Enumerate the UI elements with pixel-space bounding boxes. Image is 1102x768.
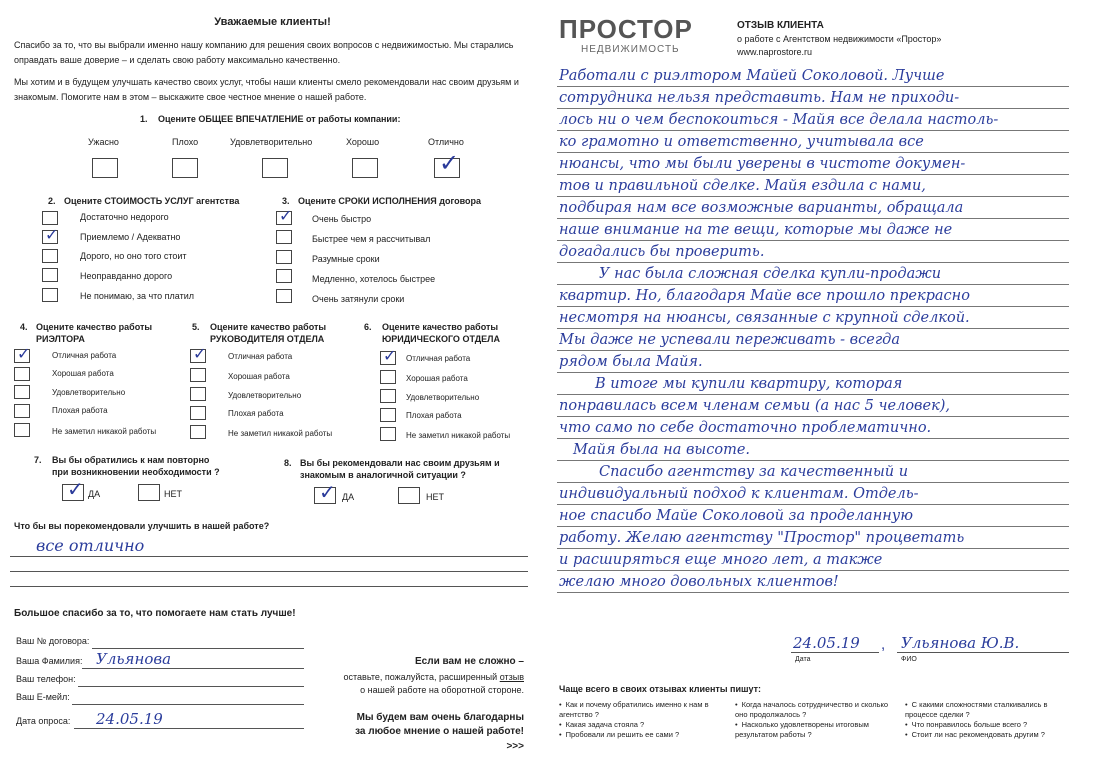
q3-checkbox[interactable] [276,289,292,303]
q8-title: Вы бы рекомендовали нас своим друзьям и [300,458,500,468]
tips-title: Чаще всего в своих отзывах клиенты пишут: [559,684,762,694]
tips-column-2 [735,700,895,740]
q5-subtitle: РУКОВОДИТЕЛЯ ОТДЕЛА [210,334,325,344]
date-caption: Дата [795,656,811,663]
q2-option: Дорого, но оно того стоит [80,251,187,261]
q3-checkbox[interactable] [276,230,292,244]
q5-checkbox[interactable] [190,344,207,363]
letter-line: догадались бы проверить. [559,244,765,260]
logo-subtitle: НЕДВИЖИМОСТЬ [581,44,680,55]
thanks-text: Большое спасибо за то, что помогаете нам стать лучше! [14,608,296,619]
q3-checkbox[interactable] [276,250,292,264]
ruled-line [557,306,1069,307]
ruled-line [557,108,1069,109]
q4-number: 4. [20,322,28,332]
q6-checkbox[interactable] [380,389,396,403]
date-field[interactable] [74,728,304,729]
letter-line: что само по себе достаточно проблематично. [559,420,932,436]
logo-text: ПРОСТОР [559,14,693,44]
survey-date-label: Дата опроса: [16,716,71,726]
letter-line: Работали с риэлтором Майей Соколовой. Лучше [559,68,945,84]
letter-line: индивидуальный подход к клиентам. Отдель- [559,486,919,502]
checkmark-icon: ✓ [439,149,460,177]
ruled-line [557,218,1069,219]
q6-option: Хорошая работа [406,374,468,383]
q3-title: Оцените СРОКИ ИСПОЛНЕНИЯ договора [298,196,481,206]
header-subtitle: о работе с Агентством недвижимости «Простор» [737,34,942,44]
survey-date-value[interactable]: 24.05.19 [96,710,163,728]
q5-option: Хорошая работа [228,372,290,381]
ruled-line [557,504,1069,505]
q5-checkbox[interactable] [190,406,206,420]
signature-date: 24.05.19 [793,634,860,652]
note-title: Если вам не сложно – [415,656,524,667]
q6-number: 6. [364,322,372,332]
q7-yes-checkbox[interactable] [62,477,84,501]
tip-item: • Стоит ли нас рекомендовать другим ? [905,730,1070,740]
q1-title: Оцените ОБЩЕЕ ВПЕЧАТЛЕНИЕ от работы компании: [158,114,401,124]
q2-option: Приемлемо / Адекватно [80,232,181,242]
review-page [545,0,1102,768]
survey-page [0,0,545,768]
checkmark-icon: ✓ [383,346,397,365]
surname-label: Ваша Фамилия: [16,656,83,666]
tip-item: • Как и почему обратились именно к нам в агентство ? [559,700,719,720]
letter-line: несмотря на нюансы, связанные с крупной сделкой. [559,310,970,326]
ruled-line [557,416,1069,417]
letter-line: Майя была на высоте. [573,442,751,458]
q6-title: Оцените качество работы [382,322,499,332]
q5-checkbox[interactable] [190,425,206,439]
email-field[interactable] [72,704,304,705]
ruled-line [557,240,1069,241]
q8-yes-label: ДА [342,492,355,502]
signature-name: Ульянова Ю.В. [901,634,1020,652]
fio-line [897,652,1069,653]
tip-item: • Когда началось сотрудничество и сколько оно продолжалось ? [735,700,895,720]
ruled-line [557,438,1069,439]
q6-checkbox[interactable] [380,427,396,441]
ruled-line [557,526,1069,527]
q6-subtitle: ЮРИДИЧЕСКОГО ОТДЕЛА [382,334,500,344]
q4-checkbox[interactable] [14,423,30,437]
q7-number: 7. [34,455,42,465]
q3-option: Быстрее чем я рассчитывал [312,234,431,244]
q1-checkbox-ok[interactable] [262,158,288,178]
ruled-line [557,284,1069,285]
fio-caption: ФИО [901,656,917,663]
q4-option: Удовлетворительно [52,388,126,397]
q1-option-label: Ужасно [88,137,119,147]
q8-no-checkbox[interactable] [398,487,420,504]
ruled-line [557,350,1069,351]
ruled-line [557,152,1069,153]
contract-label: Ваш № договора: [16,636,90,646]
letter-line: ное спасибо Майе Соколовой за проделанную [559,508,913,524]
ruled-line [557,372,1069,373]
q2-option: Не понимаю, за что платил [80,291,195,301]
tip-item: • Что понравилось больше всего ? [905,720,1070,730]
ruled-line [557,262,1069,263]
q1-checkbox-awful[interactable] [92,158,118,178]
logo [559,14,693,45]
letter-line: сотрудника нельзя представить. Нам не приходи- [559,90,960,106]
checkmark-icon: ✓ [279,206,293,225]
checkmark-icon: ✓ [17,344,31,363]
q2-checkbox[interactable] [42,288,58,302]
phone-field[interactable] [78,686,304,687]
note-line [314,672,524,682]
q1-option-label: Плохо [172,137,199,147]
q8-no-label: НЕТ [426,492,444,502]
q1-number: 1. [140,114,148,124]
improve-label: Что бы вы порекомендовали улучшить в нашей работе? [14,521,270,531]
letter-line: квартир. Но, благодаря Майе все прошло прекрасно [559,288,970,304]
letter-line: подбирая нам все возможные варианты, обращала [559,200,964,216]
tip-item: • Насколько удовлетворены итоговым результатом работы ? [735,720,895,740]
tip-item: • Пробовали ли решить ее сами ? [559,730,719,740]
q1-checkbox-bad[interactable] [172,158,198,178]
letter-line: ко грамотно и ответственно, учитывала все [559,134,924,150]
q5-title: Оцените качество работы [210,322,327,332]
q2-checkbox[interactable] [42,225,59,244]
checkmark-icon: ✓ [45,225,59,244]
q4-option: Отличная работа [52,351,117,360]
ruled-line [557,570,1069,571]
q5-option: Удовлетворительно [228,391,302,400]
q7-no-label: НЕТ [164,489,182,499]
ruled-line [557,130,1069,131]
answer-line [10,571,528,572]
q7-title: Вы бы обратились к нам повторно [52,455,210,465]
email-label: Ваш E-мейл: [16,692,70,702]
q8-number: 8. [284,458,292,468]
checkmark-icon: ✓ [193,344,207,363]
q1-option-label: Отлично [428,137,464,147]
q6-option: Удовлетворительно [406,393,480,402]
tips-column-3 [905,700,1070,740]
survey-intro-1: Спасибо за то, что вы выбрали именно нашу компанию для решения своих вопросов с недвижимостью. Мы старались оправдать ваше доверие – и сделать свою работу максимально качественно. [14,40,514,65]
checkmark-icon: ✓ [319,480,336,504]
q3-option: Разумные сроки [312,254,380,264]
letter-line: лось ни о чем беспокоиться - Майя все делала настоль- [559,112,999,128]
arrows: >>> [506,741,524,752]
q1-checkbox-excellent[interactable] [434,149,460,178]
letter-line: работу. Желаю агентству "Простор" процветать [559,530,965,546]
q3-option: Очень затянули сроки [312,294,405,304]
q4-option: Хорошая работа [52,369,114,378]
q1-option-label: Хорошо [346,137,380,147]
q2-checkbox[interactable] [42,211,58,225]
checkmark-icon: ✓ [67,477,84,501]
letter-line: понравилась всем членам семьи (а нас 5 человек), [559,398,951,414]
survey-intro-2: Мы хотим и в будущем улучшать качество своих услуг, чтобы наши клиенты смело рекомендовали нас своим друзьям и знакомым. Помогите нам в этом – выскажите свое честное мнение о нашей работе. [14,77,519,102]
q4-title: Оцените качество работы [36,322,153,332]
q2-title: Оцените СТОИМОСТЬ УСЛУГ агентства [64,196,240,206]
q6-checkbox[interactable] [380,370,396,384]
q8-subtitle: знакомым в аналогичной ситуации ? [300,470,466,480]
q5-checkbox[interactable] [190,387,206,401]
q4-checkbox[interactable] [14,344,31,363]
q2-option: Достаточно недорого [80,212,169,222]
q1-checkbox-good[interactable] [352,158,378,178]
q3-checkbox[interactable] [276,206,293,225]
q2-checkbox[interactable] [42,249,58,263]
q2-number: 2. [48,196,56,206]
q5-option: Не заметил никакой работы [228,429,333,438]
q6-checkbox[interactable] [380,408,396,422]
q5-option: Плохая работа [228,409,284,418]
letter-line: Мы даже не успевали переживать - всегда [559,332,900,348]
q2-option: Неоправданно дорого [80,271,173,281]
tip-item: • Какая задача стояла ? [559,720,719,730]
note-text: оставьте, пожалуйста, расширенный [343,672,498,682]
q3-option: Медленно, хотелось быстрее [312,274,436,284]
q8-yes-checkbox[interactable] [314,480,336,504]
q5-checkbox[interactable] [190,368,206,382]
answer-line [10,586,528,587]
ruled-line [557,548,1069,549]
q6-option: Плохая работа [406,411,462,420]
ruled-line [557,86,1069,87]
ruled-line [557,328,1069,329]
tips-column-1 [559,700,719,740]
q7-yes-label: ДА [88,489,101,499]
comma-mark: , [881,636,886,653]
ruled-line [557,592,1069,593]
date-line [791,652,879,653]
ruled-line [557,460,1069,461]
surname-value[interactable]: Ульянова [96,650,172,668]
letter-line: и расширяться еще много лет, а также [559,552,883,568]
survey-title: Уважаемые клиенты! [214,16,331,28]
q3-checkbox[interactable] [276,269,292,283]
note-line-2: о нашей работе на оборотной стороне. [360,685,524,695]
letter-line: нюансы, что мы были уверены в чистоте докумен- [559,156,966,172]
q5-number: 5. [192,322,200,332]
q2-checkbox[interactable] [42,268,58,282]
letter-line: наше внимание на те вещи, которые мы даже не [559,222,953,238]
q4-subtitle: РИЭЛТОРА [36,334,85,344]
final-thanks-1: Мы будем вам очень благодарны [356,712,524,723]
q1-option-label: Удовлетворительно [230,137,313,147]
q4-checkbox[interactable] [14,367,30,381]
q6-option: Отличная работа [406,354,471,363]
q7-no-checkbox[interactable] [138,484,160,501]
letter-line: Спасибо агентству за качественный и [599,464,909,480]
q6-option: Не заметил никакой работы [406,431,511,440]
header-url[interactable]: www.naprostore.ru [737,47,813,57]
improve-answer[interactable]: все отлично [36,536,145,555]
q4-checkbox[interactable] [14,404,30,418]
q3-option: Очень быстро [312,214,372,224]
phone-label: Ваш телефон: [16,674,76,684]
contract-field[interactable] [92,648,304,649]
surname-field[interactable] [82,668,304,669]
letter-line: желаю много довольных клиентов! [559,574,839,590]
ruled-line [557,482,1069,483]
letter-line: тов и правильной сделке. Майя ездила с нами, [559,178,926,194]
ruled-line [557,196,1069,197]
tip-item: • С какими сложностями сталкивались в процессе сделки ? [905,700,1070,720]
ruled-line [557,174,1069,175]
q7-subtitle: при возникновении необходимости ? [52,467,220,477]
q4-option: Плохая работа [52,406,108,415]
final-thanks-2: за любое мнение о нашей работе! [355,726,524,737]
review-link[interactable]: отзыв [499,672,524,682]
answer-line [10,556,528,557]
letter-line: В итоге мы купили квартиру, которая [595,376,903,392]
q5-option: Отличная работа [228,352,293,361]
q4-option: Не заметил никакой работы [52,427,157,436]
ruled-line [557,394,1069,395]
q4-checkbox[interactable] [14,385,30,399]
q6-checkbox[interactable] [380,346,397,365]
header-title: ОТЗЫВ КЛИЕНТА [737,20,824,31]
letter-line: У нас была сложная сделка купли-продажи [599,266,942,282]
q3-number: 3. [282,196,290,206]
letter-line: рядом была Майя. [559,354,703,370]
